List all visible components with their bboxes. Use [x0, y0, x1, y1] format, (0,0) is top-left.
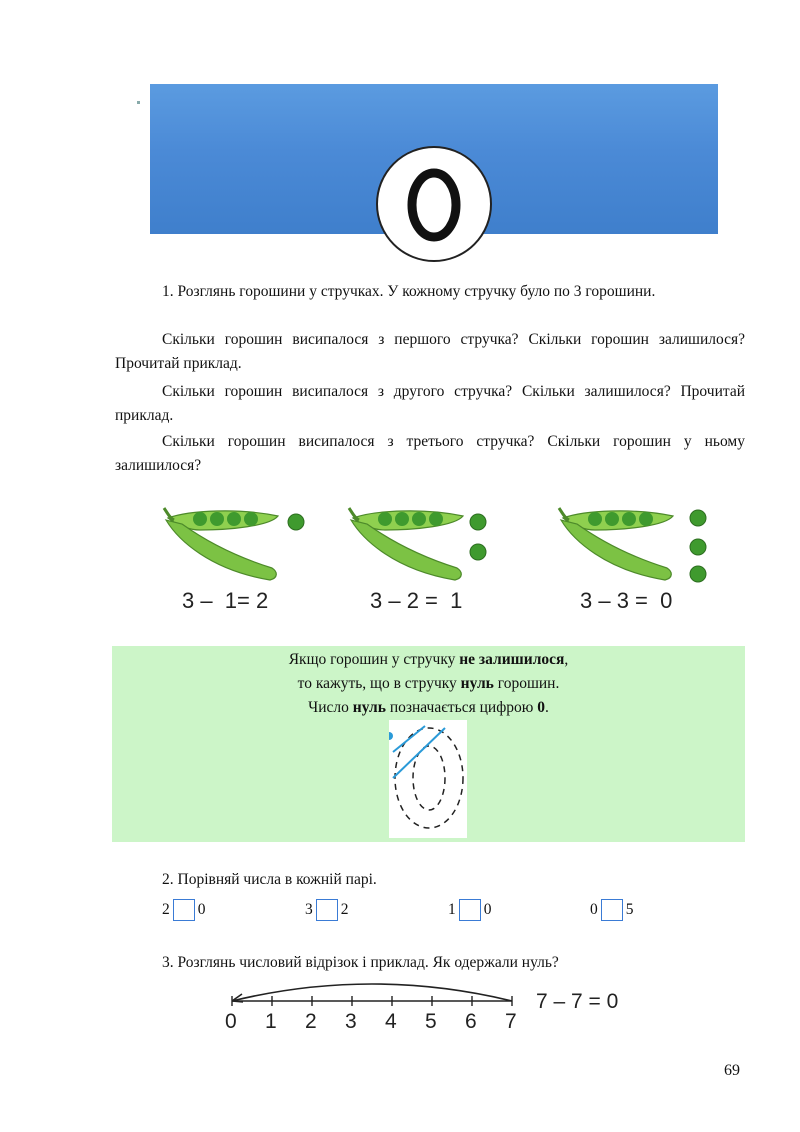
pair-number: 3 [305, 901, 313, 918]
rule-line-2 [112, 673, 745, 695]
pair-number: 0 [197, 901, 206, 918]
task3-title: 3. Розглянь числовий відрізок і приклад. Як одержали нуль? [162, 954, 559, 971]
pair-number: 1 [448, 901, 456, 918]
number-line-label: 4 [385, 1010, 397, 1033]
compare-pair-3 [448, 899, 492, 921]
rule-text: , [564, 651, 569, 668]
equation-3: 3 – 3 = 0 [580, 588, 673, 613]
rule-line-1 [112, 649, 745, 671]
pea-pod-2-illustration [345, 500, 495, 586]
zero-trace-graphic [389, 720, 467, 838]
pea-pod-3-illustration [555, 500, 715, 590]
zero-writing-guide [389, 720, 467, 838]
rule-text: то кажуть, що в стручку [297, 675, 461, 692]
rule-bold: нуль [460, 675, 494, 692]
rule-bold: 0 [537, 699, 545, 716]
rule-text: . [544, 699, 549, 716]
page-number: 69 [724, 1062, 740, 1079]
number-line-label: 5 [425, 1010, 437, 1033]
zero-digit-graphic [378, 148, 490, 260]
digit-zero-emblem [376, 146, 492, 262]
task1-question-1: Скільки горошин висипалося з першого стручка? Скільки горошин залишилося? Прочитай приклад. [115, 331, 745, 372]
pair-number: 0 [483, 901, 492, 918]
compare-pair-1 [162, 899, 206, 921]
rule-text: Якщо горошин у стручку [288, 651, 460, 668]
rule-text: позначається цифрою [385, 699, 538, 716]
number-line-label: 1 [265, 1010, 277, 1033]
comparison-input-box[interactable] [173, 899, 195, 921]
task1-question-2: Скільки горошин висипалося з другого стручка? Скільки залишилося? Прочитай приклад. [115, 383, 745, 424]
compare-pair-4 [590, 899, 634, 921]
banner-dot [137, 101, 140, 104]
pair-number: 2 [162, 901, 170, 918]
number-line-equation: 7 – 7 = 0 [536, 990, 619, 1013]
pair-number: 2 [340, 901, 349, 918]
pea-pod-1-illustration [160, 500, 310, 586]
rule-bold: нуль [352, 699, 386, 716]
task2-title: 2. Порівняй числа в кожній парі. [162, 871, 377, 888]
rule-text: Число [308, 699, 353, 716]
pair-number: 0 [590, 901, 598, 918]
rule-line-3 [112, 697, 745, 719]
compare-pair-2 [305, 899, 349, 921]
task1-intro: 1. Розглянь горошини у стручках. У кожному стручку було по 3 горошини. [162, 283, 656, 300]
number-line-label: 6 [465, 1010, 477, 1033]
number-line-label: 7 [505, 1010, 517, 1033]
comparison-input-box[interactable] [601, 899, 623, 921]
number-line-label: 3 [345, 1010, 357, 1033]
comparison-input-box[interactable] [316, 899, 338, 921]
number-line-label: 0 [225, 1010, 237, 1033]
equation-2: 3 – 2 = 1 [370, 588, 463, 613]
number-line-label: 2 [305, 1010, 317, 1033]
task1-question-3: Скільки горошин висипалося з третього стручка? Скільки горошин у ньому залишилося? [115, 433, 745, 474]
comparison-input-box[interactable] [459, 899, 481, 921]
rule-bold: не залишилося [459, 651, 565, 668]
rule-text: горошин. [493, 675, 560, 692]
pair-number: 5 [625, 901, 634, 918]
equation-1: 3 – 1= 2 [182, 588, 269, 613]
number-line [222, 975, 522, 1011]
